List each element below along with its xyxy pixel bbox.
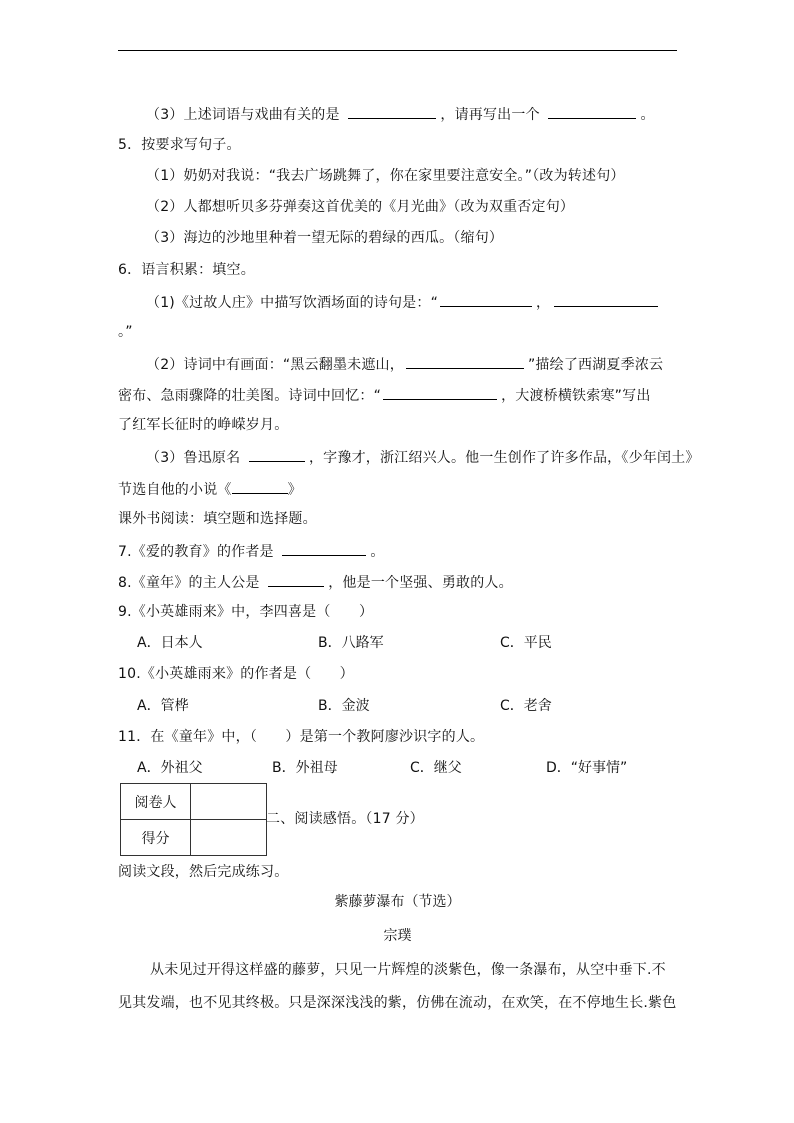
q6-part3-line1 — [146, 447, 700, 467]
article-author: 宗璞 — [383, 928, 412, 944]
grader-field[interactable] — [191, 784, 267, 820]
q11-option-a[interactable]: A．外祖父 — [137, 760, 203, 776]
q6-part2-prefix: （2）诗词中有画面：“黑云翻墨未遮山， — [146, 357, 404, 373]
article-paragraph-line2: 见其发端，也不见其终极。只是深深浅浅的紫，仿佛在流动，在欢笑，在不停地生长.紫色 — [118, 995, 677, 1011]
q8 — [118, 572, 513, 592]
q10-option-b[interactable]: B．金波 — [318, 698, 370, 714]
q6-part3-suffix: ，字豫才，浙江绍兴人。他一生创作了许多作品，《少年闰土》 — [308, 450, 700, 466]
q9-stem: 9.《小英雄雨来》中，李四喜是（ ） — [118, 604, 374, 620]
header-rule — [118, 50, 677, 51]
q11-option-c[interactable]: C．继父 — [410, 760, 462, 776]
article-title: 紫藤萝瀑布（节选） — [334, 894, 461, 910]
q5-title: 5．按要求写句子。 — [118, 137, 241, 153]
q4-part3-prefix: （3）上述词语与戏曲有关的是 — [146, 107, 340, 123]
q9-option-a[interactable]: A．日本人 — [137, 635, 203, 651]
q8-prefix: 8.《童年》的主人公是 — [118, 575, 260, 591]
q6-part2-blank-1[interactable] — [406, 354, 524, 369]
q8-answer-blank[interactable] — [268, 572, 324, 587]
q9-option-b[interactable]: B．八路军 — [318, 635, 384, 651]
grader-label: 阅卷人 — [121, 784, 191, 820]
score-table-row — [121, 820, 267, 856]
q6-part1-blank-2[interactable] — [554, 292, 658, 307]
q4-part3-mid: ，请再写出一个 — [440, 107, 540, 123]
q6-part2-line2 — [118, 385, 651, 405]
q9-option-c[interactable]: C．平民 — [500, 635, 552, 651]
score-table-row — [121, 784, 267, 820]
q11-stem: 11．在《童年》中，（ ）是第一个教阿廖沙识字的人。 — [118, 729, 485, 745]
q4-part3-end: 。 — [640, 107, 655, 123]
q7-prefix: 7.《爱的教育》的作者是 — [118, 544, 274, 560]
section2-instruction: 阅读文段，然后完成练习。 — [118, 864, 289, 880]
q6-part2-line2-suffix: ，大渡桥横铁索寒”写出 — [501, 388, 651, 404]
q6-part2-suffix: ”描绘了西湖夏季浓云 — [527, 357, 664, 373]
q5-item-2: （2）人都想听贝多芬弹奏这首优美的《月光曲》（改为双重否定句） — [146, 199, 575, 215]
q5-item-3: （3）海边的沙地里种着一望无际的碧绿的西瓜。（缩句） — [146, 230, 504, 246]
q6-part1 — [146, 292, 662, 312]
q6-title: 6．语言积累：填空。 — [118, 262, 255, 278]
score-table — [120, 783, 267, 856]
q6-part3-line2-suffix: 》 — [287, 482, 302, 498]
q10-stem: 10.《小英雄雨来》的作者是（ ） — [118, 666, 354, 682]
q6-part3-line2-prefix: 节选自他的小说《 — [118, 482, 232, 498]
q7-answer-blank[interactable] — [282, 541, 366, 556]
q6-part1-comma: ， — [536, 295, 551, 311]
q6-part3-blank-2[interactable] — [232, 479, 288, 494]
q4-answer-blank-1[interactable] — [348, 104, 436, 119]
q4-part3 — [146, 104, 655, 124]
q6-part3-prefix: （3）鲁迅原名 — [146, 450, 241, 466]
q10-option-c[interactable]: C．老舍 — [500, 698, 552, 714]
q6-part2-line3: 了红军长征时的峥嵘岁月。 — [118, 417, 289, 433]
extra-reading-title: 课外书阅读：填空题和选择题。 — [118, 511, 317, 527]
score-label: 得分 — [121, 820, 191, 856]
score-field[interactable] — [191, 820, 267, 856]
q6-part2-blank-2[interactable] — [383, 385, 497, 400]
article-paragraph-line1: 从未见过开得这样盛的藤萝，只见一片辉煌的淡紫色，像一条瀑布，从空中垂下.不 — [150, 962, 666, 978]
q5-item-1: （1）奶奶对我说：“我去广场跳舞了，你在家里要注意安全。”（改为转述句） — [146, 168, 625, 184]
q6-part2-line2-prefix: 密布、急雨骤降的壮美图。诗词中回忆：“ — [118, 388, 382, 404]
q7-suffix: 。 — [370, 544, 385, 560]
q6-part3-blank-1[interactable] — [249, 447, 305, 462]
q4-answer-blank-2[interactable] — [548, 104, 636, 119]
q6-part2-line1 — [146, 354, 663, 374]
q6-part1-end: 。” — [118, 324, 133, 340]
q10-option-a[interactable]: A．管桦 — [137, 698, 189, 714]
q7 — [118, 541, 385, 561]
q11-option-d[interactable]: D．“好事情” — [546, 760, 628, 776]
q6-part1-prefix: （1)《过故人庄》中描写饮酒场面的诗句是：“ — [146, 295, 439, 311]
q8-suffix: ，他是一个坚强、勇敢的人。 — [328, 575, 513, 591]
q6-part3-line2 — [118, 479, 302, 499]
q11-option-b[interactable]: B．外祖母 — [272, 760, 338, 776]
section2-title: 二、阅读感悟。（17 分） — [266, 811, 424, 827]
q6-part1-blank-1[interactable] — [440, 292, 532, 307]
